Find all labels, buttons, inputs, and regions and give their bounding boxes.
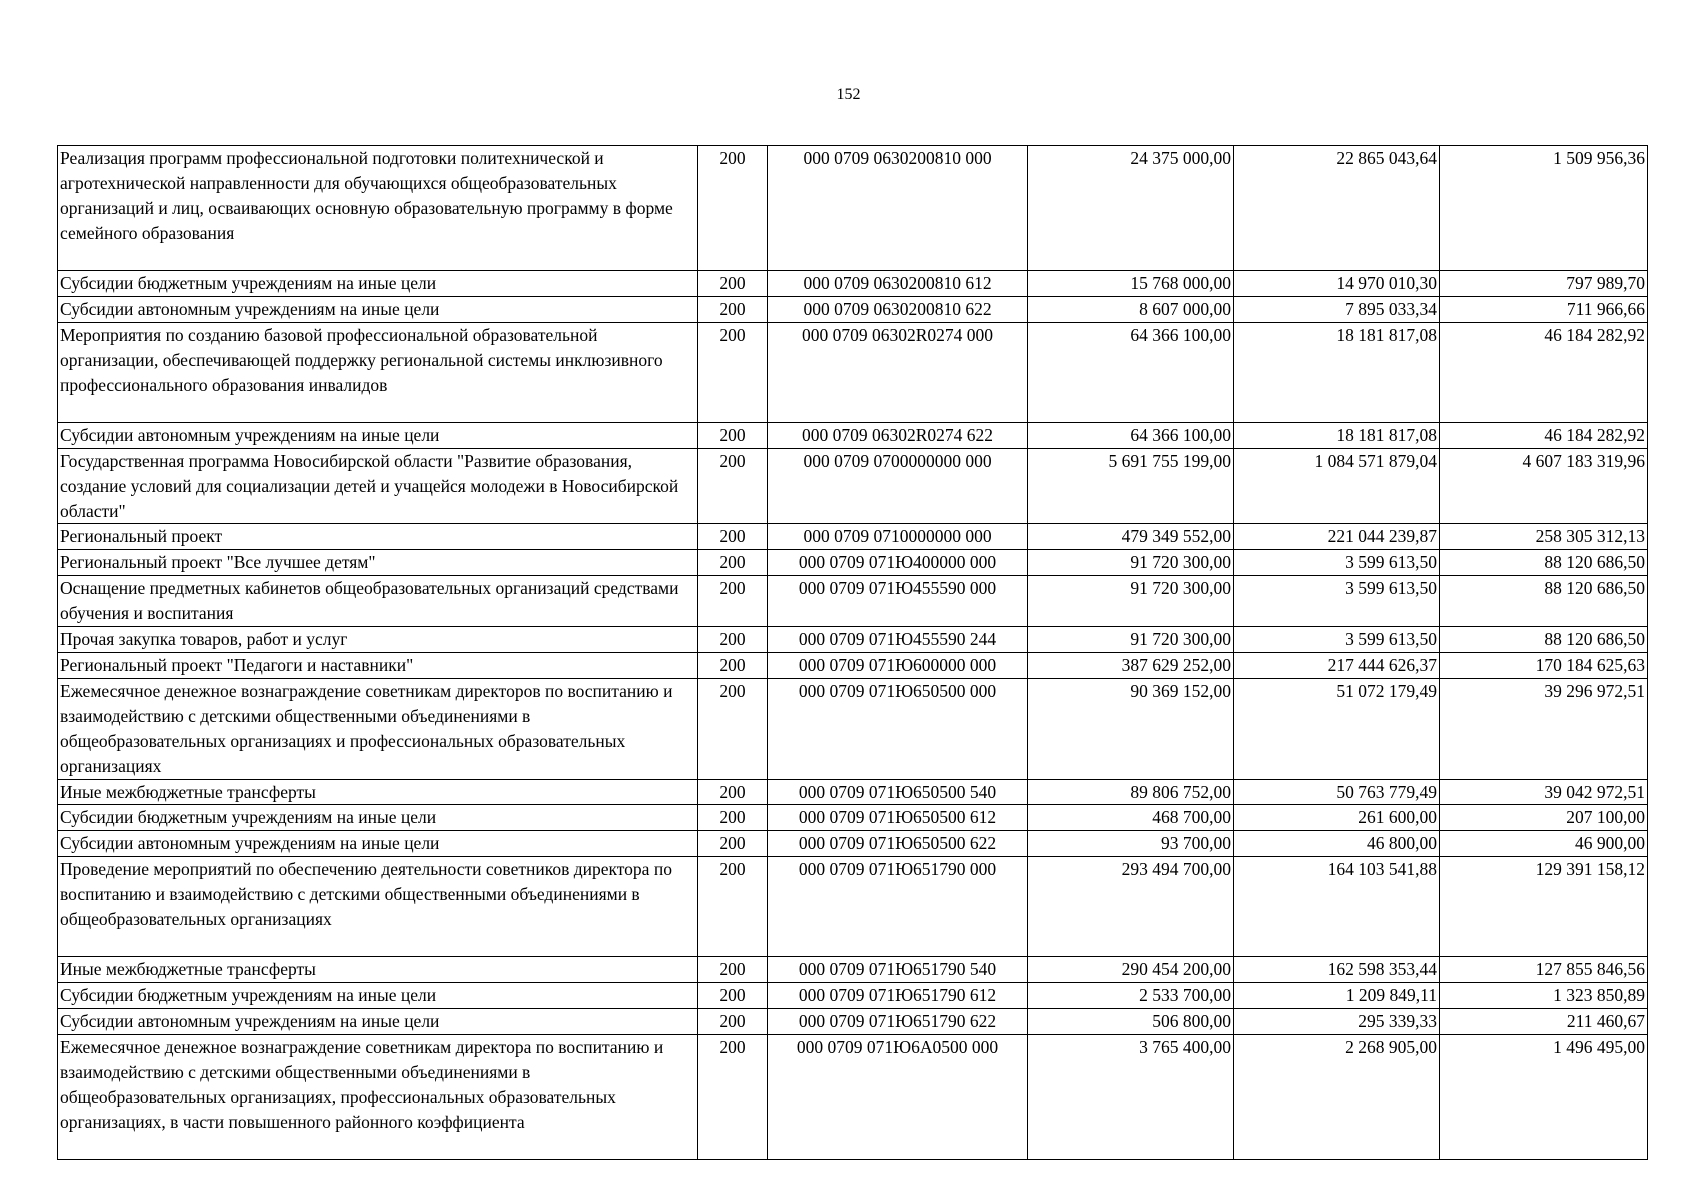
row-executed-amount: 162 598 353,44 [1234, 957, 1440, 983]
row-classification-code: 000 0709 071Ю651790 000 [768, 857, 1028, 957]
row-executed-amount: 221 044 239,87 [1234, 524, 1440, 550]
row-approved-amount: 506 800,00 [1028, 1009, 1234, 1035]
row-classification-code: 000 0709 0630200810 000 [768, 146, 1028, 271]
row-name: Ежемесячное денежное вознаграждение советникам директоров по воспитанию и взаимодействию с детскими общественными объединениями в общеобразовательных организациях и профессиональных образовательных организациях [58, 678, 698, 779]
row-remaining-amount: 711 966,66 [1440, 296, 1648, 322]
row-approved-amount: 479 349 552,00 [1028, 524, 1234, 550]
row-executed-amount: 3 599 613,50 [1234, 576, 1440, 627]
row-remaining-amount: 46 900,00 [1440, 831, 1648, 857]
table-row [58, 422, 1648, 448]
row-remaining-amount: 129 391 158,12 [1440, 857, 1648, 957]
row-name: Субсидии автономным учреждениям на иные цели [58, 831, 698, 857]
row-admin-code: 200 [698, 422, 768, 448]
row-admin-code: 200 [698, 524, 768, 550]
row-remaining-amount: 39 296 972,51 [1440, 678, 1648, 779]
table-row [58, 296, 1648, 322]
table-row [58, 779, 1648, 805]
row-remaining-amount: 1 496 495,00 [1440, 1034, 1648, 1159]
row-classification-code: 000 0709 071Ю650500 622 [768, 831, 1028, 857]
row-remaining-amount: 797 989,70 [1440, 271, 1648, 297]
row-admin-code: 200 [698, 448, 768, 524]
row-executed-amount: 3 599 613,50 [1234, 550, 1440, 576]
row-executed-amount: 18 181 817,08 [1234, 422, 1440, 448]
table-row [58, 1034, 1648, 1159]
row-remaining-amount: 88 120 686,50 [1440, 550, 1648, 576]
row-remaining-amount: 1 509 956,36 [1440, 146, 1648, 271]
row-classification-code: 000 0709 06302R0274 622 [768, 422, 1028, 448]
table-row [58, 652, 1648, 678]
row-classification-code: 000 0709 071Ю455590 244 [768, 627, 1028, 653]
row-classification-code: 000 0709 071Ю650500 540 [768, 779, 1028, 805]
table-row [58, 983, 1648, 1009]
row-admin-code: 200 [698, 652, 768, 678]
row-remaining-amount: 211 460,67 [1440, 1009, 1648, 1035]
table-row [58, 576, 1648, 627]
row-name: Региональный проект [58, 524, 698, 550]
row-admin-code: 200 [698, 805, 768, 831]
row-remaining-amount: 88 120 686,50 [1440, 627, 1648, 653]
row-approved-amount: 3 765 400,00 [1028, 1034, 1234, 1159]
row-executed-amount: 164 103 541,88 [1234, 857, 1440, 957]
table-row [58, 627, 1648, 653]
row-name: Прочая закупка товаров, работ и услуг [58, 627, 698, 653]
row-remaining-amount: 170 184 625,63 [1440, 652, 1648, 678]
row-approved-amount: 90 369 152,00 [1028, 678, 1234, 779]
row-admin-code: 200 [698, 1034, 768, 1159]
row-executed-amount: 51 072 179,49 [1234, 678, 1440, 779]
row-name: Субсидии бюджетным учреждениям на иные цели [58, 805, 698, 831]
row-approved-amount: 89 806 752,00 [1028, 779, 1234, 805]
row-approved-amount: 8 607 000,00 [1028, 296, 1234, 322]
row-executed-amount: 2 268 905,00 [1234, 1034, 1440, 1159]
row-admin-code: 200 [698, 296, 768, 322]
row-classification-code: 000 0709 0630200810 622 [768, 296, 1028, 322]
row-admin-code: 200 [698, 831, 768, 857]
row-name: Субсидии бюджетным учреждениям на иные цели [58, 271, 698, 297]
table-row [58, 957, 1648, 983]
row-executed-amount: 14 970 010,30 [1234, 271, 1440, 297]
row-approved-amount: 387 629 252,00 [1028, 652, 1234, 678]
row-approved-amount: 91 720 300,00 [1028, 576, 1234, 627]
row-classification-code: 000 0709 071Ю651790 540 [768, 957, 1028, 983]
page-number: 152 [836, 86, 861, 103]
table-row [58, 805, 1648, 831]
row-name: Региональный проект "Все лучшее детям" [58, 550, 698, 576]
row-classification-code: 000 0709 0710000000 000 [768, 524, 1028, 550]
table-row [58, 271, 1648, 297]
row-classification-code: 000 0709 0700000000 000 [768, 448, 1028, 524]
row-executed-amount: 22 865 043,64 [1234, 146, 1440, 271]
row-remaining-amount: 46 184 282,92 [1440, 322, 1648, 422]
row-name: Иные межбюджетные трансферты [58, 779, 698, 805]
row-approved-amount: 5 691 755 199,00 [1028, 448, 1234, 524]
row-remaining-amount: 258 305 312,13 [1440, 524, 1648, 550]
table-row [58, 524, 1648, 550]
row-executed-amount: 3 599 613,50 [1234, 627, 1440, 653]
row-approved-amount: 468 700,00 [1028, 805, 1234, 831]
row-remaining-amount: 127 855 846,56 [1440, 957, 1648, 983]
row-remaining-amount: 39 042 972,51 [1440, 779, 1648, 805]
row-admin-code: 200 [698, 627, 768, 653]
row-classification-code: 000 0709 071Ю650500 612 [768, 805, 1028, 831]
row-name: Иные межбюджетные трансферты [58, 957, 698, 983]
row-executed-amount: 7 895 033,34 [1234, 296, 1440, 322]
table-row [58, 550, 1648, 576]
table-row [58, 678, 1648, 779]
row-name: Субсидии автономным учреждениям на иные цели [58, 296, 698, 322]
row-approved-amount: 293 494 700,00 [1028, 857, 1234, 957]
table-row [58, 322, 1648, 422]
row-name: Мероприятия по созданию базовой профессиональной образовательной организации, обеспечивающей поддержку региональной системы инклюзивного профессионального образования инвалидов [58, 322, 698, 422]
row-classification-code: 000 0709 071Ю455590 000 [768, 576, 1028, 627]
row-approved-amount: 64 366 100,00 [1028, 422, 1234, 448]
table-row [58, 857, 1648, 957]
row-admin-code: 200 [698, 576, 768, 627]
row-admin-code: 200 [698, 857, 768, 957]
table-row [58, 1009, 1648, 1035]
row-executed-amount: 295 339,33 [1234, 1009, 1440, 1035]
row-executed-amount: 46 800,00 [1234, 831, 1440, 857]
row-classification-code: 000 0709 06302R0274 000 [768, 322, 1028, 422]
row-approved-amount: 15 768 000,00 [1028, 271, 1234, 297]
budget-table [57, 145, 1648, 1160]
table-row [58, 146, 1648, 271]
row-approved-amount: 290 454 200,00 [1028, 957, 1234, 983]
row-remaining-amount: 46 184 282,92 [1440, 422, 1648, 448]
row-name: Субсидии бюджетным учреждениям на иные цели [58, 983, 698, 1009]
row-name: Субсидии автономным учреждениям на иные цели [58, 422, 698, 448]
row-admin-code: 200 [698, 779, 768, 805]
row-name: Субсидии автономным учреждениям на иные цели [58, 1009, 698, 1035]
row-admin-code: 200 [698, 271, 768, 297]
row-name: Региональный проект "Педагоги и наставники" [58, 652, 698, 678]
row-classification-code: 000 0709 071Ю600000 000 [768, 652, 1028, 678]
row-classification-code: 000 0709 071Ю651790 622 [768, 1009, 1028, 1035]
row-admin-code: 200 [698, 983, 768, 1009]
row-admin-code: 200 [698, 957, 768, 983]
row-admin-code: 200 [698, 550, 768, 576]
row-remaining-amount: 207 100,00 [1440, 805, 1648, 831]
row-name: Проведение мероприятий по обеспечению деятельности советников директора по воспитанию и взаимодействию с детскими общественными объединениями в общеобразовательных организациях [58, 857, 698, 957]
row-approved-amount: 64 366 100,00 [1028, 322, 1234, 422]
row-name: Реализация программ профессиональной подготовки политехнической и агротехнической направленности для обучающихся общеобразовательных организаций и лиц, осваивающих основную образовательную программу в форме семейного образования [58, 146, 698, 271]
row-remaining-amount: 1 323 850,89 [1440, 983, 1648, 1009]
row-classification-code: 000 0709 071Ю400000 000 [768, 550, 1028, 576]
row-admin-code: 200 [698, 1009, 768, 1035]
row-executed-amount: 50 763 779,49 [1234, 779, 1440, 805]
row-admin-code: 200 [698, 322, 768, 422]
table-row [58, 448, 1648, 524]
row-admin-code: 200 [698, 678, 768, 779]
row-approved-amount: 24 375 000,00 [1028, 146, 1234, 271]
row-executed-amount: 217 444 626,37 [1234, 652, 1440, 678]
row-approved-amount: 91 720 300,00 [1028, 627, 1234, 653]
row-name: Государственная программа Новосибирской области "Развитие образования, создание условий для социализации детей и учащейся молодежи в Новосибирской области" [58, 448, 698, 524]
row-approved-amount: 93 700,00 [1028, 831, 1234, 857]
row-executed-amount: 261 600,00 [1234, 805, 1440, 831]
row-executed-amount: 1 084 571 879,04 [1234, 448, 1440, 524]
row-approved-amount: 91 720 300,00 [1028, 550, 1234, 576]
row-remaining-amount: 88 120 686,50 [1440, 576, 1648, 627]
row-name: Оснащение предметных кабинетов общеобразовательных организаций средствами обучения и воспитания [58, 576, 698, 627]
row-name: Ежемесячное денежное вознаграждение советникам директора по воспитанию и взаимодействию с детскими общественными объединениями в общеобразовательных организациях, профессиональных образовательных организациях, в части повышенного районного коэффициента [58, 1034, 698, 1159]
row-admin-code: 200 [698, 146, 768, 271]
row-executed-amount: 1 209 849,11 [1234, 983, 1440, 1009]
table-row [58, 831, 1648, 857]
row-classification-code: 000 0709 0630200810 612 [768, 271, 1028, 297]
row-approved-amount: 2 533 700,00 [1028, 983, 1234, 1009]
row-classification-code: 000 0709 071Ю650500 000 [768, 678, 1028, 779]
row-classification-code: 000 0709 071Ю651790 612 [768, 983, 1028, 1009]
row-remaining-amount: 4 607 183 319,96 [1440, 448, 1648, 524]
row-executed-amount: 18 181 817,08 [1234, 322, 1440, 422]
row-classification-code: 000 0709 071Ю6А0500 000 [768, 1034, 1028, 1159]
